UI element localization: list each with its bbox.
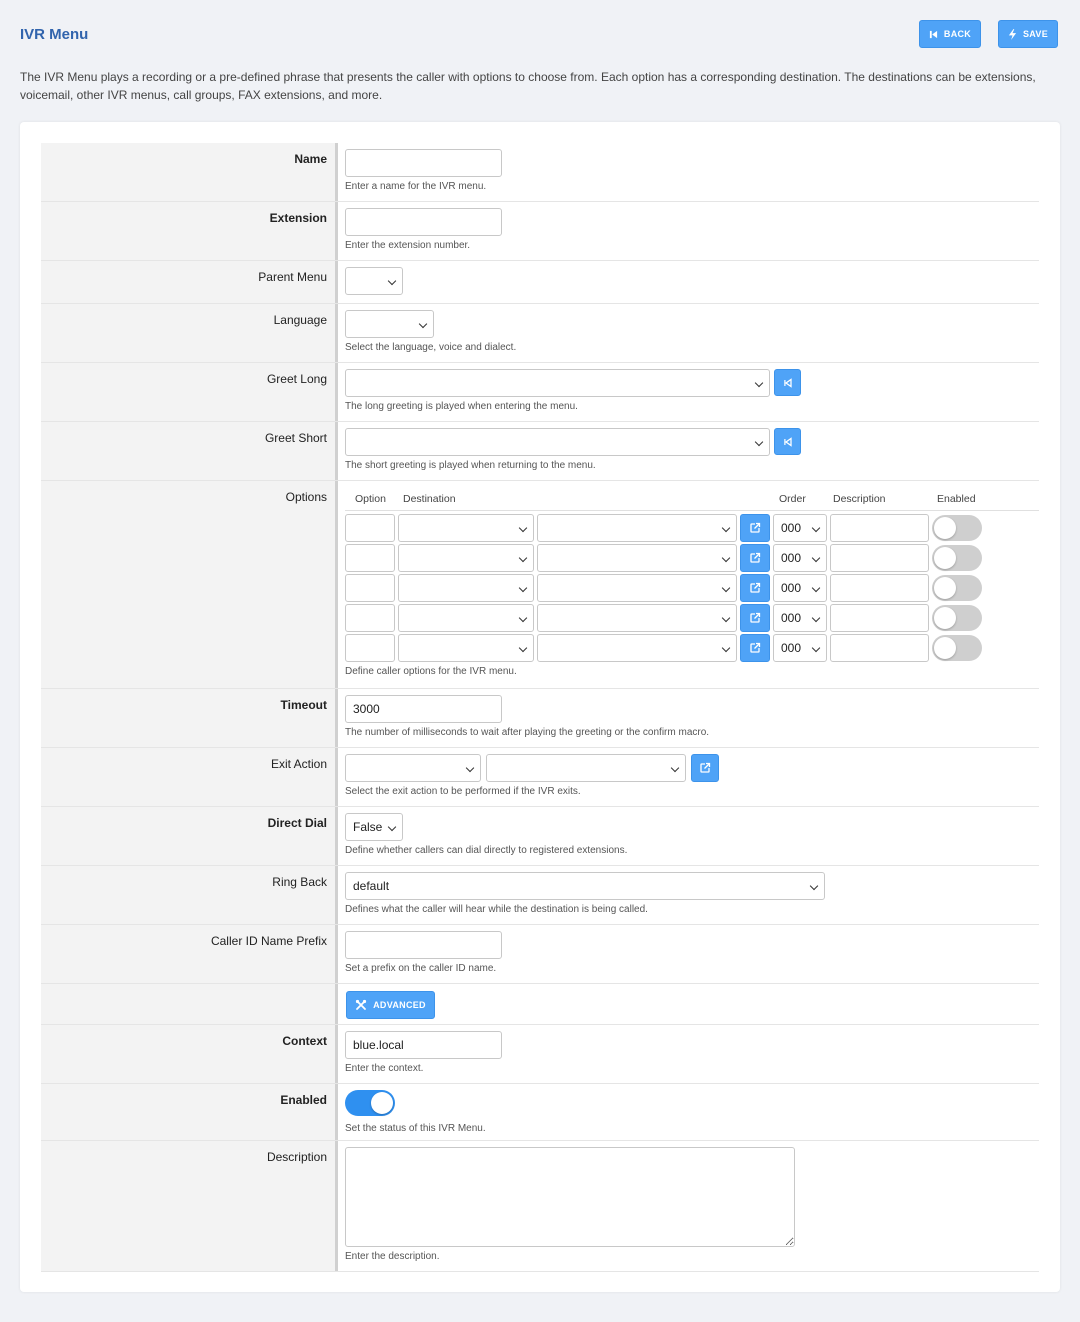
option-enabled-toggle[interactable] — [932, 635, 982, 661]
bolt-icon — [1008, 29, 1017, 40]
ring-back-select[interactable] — [345, 872, 825, 900]
chevron-down-icon — [810, 882, 818, 890]
toggle-knob — [934, 517, 956, 539]
ring-back-label: Ring Back — [41, 866, 338, 924]
option-enabled-toggle[interactable] — [932, 545, 982, 571]
option-destination-type-select[interactable] — [398, 544, 534, 572]
play-icon — [783, 378, 793, 388]
row-direct-dial — [41, 807, 1039, 866]
options-col-enabled: Enabled — [937, 493, 976, 505]
chevron-down-icon — [755, 438, 763, 446]
row-options — [41, 481, 1039, 689]
play-icon — [783, 437, 793, 447]
toggle-knob — [934, 577, 956, 599]
direct-dial-label: Direct Dial — [41, 807, 338, 865]
tools-icon — [355, 999, 367, 1011]
option-destination-type-select[interactable] — [398, 634, 534, 662]
parent-menu-select[interactable] — [345, 267, 403, 295]
option-open-destination-button[interactable] — [740, 544, 770, 572]
enabled-toggle[interactable] — [345, 1090, 395, 1116]
option-open-destination-button[interactable] — [740, 514, 770, 542]
option-order-select[interactable] — [773, 544, 827, 572]
toggle-knob — [934, 547, 956, 569]
exit-action-open-button[interactable] — [691, 754, 719, 782]
toggle-knob — [934, 607, 956, 629]
context-description: Enter the context. — [345, 1063, 424, 1074]
description-textarea[interactable] — [345, 1147, 795, 1247]
direct-dial-description: Define whether callers can dial directly to registered extensions. — [345, 845, 628, 856]
chevron-down-icon — [519, 554, 527, 562]
greet-long-label: Greet Long — [41, 363, 338, 421]
external-link-icon — [699, 762, 711, 774]
chevron-down-icon — [519, 644, 527, 652]
option-description-input[interactable] — [830, 574, 929, 602]
name-label: Name — [41, 143, 338, 201]
caller-id-prefix-input[interactable] — [345, 931, 502, 959]
option-row — [345, 514, 1039, 542]
form-card — [20, 122, 1060, 1292]
greet-long-play-button[interactable] — [774, 369, 801, 396]
options-description: Define caller options for the IVR menu. — [345, 666, 517, 677]
exit-action-label: Exit Action — [41, 748, 338, 806]
timeout-description: The number of milliseconds to wait after playing the greeting or the confirm macro. — [345, 727, 710, 738]
option-order-value: 000 — [781, 641, 802, 655]
option-order-value: 000 — [781, 521, 802, 535]
chevron-down-icon — [812, 524, 820, 532]
option-destination-select[interactable] — [537, 544, 737, 572]
external-link-icon — [749, 552, 761, 564]
exit-action-description: Select the exit action to be performed if the IVR exits. — [345, 786, 581, 797]
chevron-down-icon — [466, 764, 474, 772]
advanced-button[interactable] — [346, 991, 435, 1019]
row-parent-menu — [41, 261, 1039, 304]
back-button-label: BACK — [943, 29, 972, 39]
row-context — [41, 1025, 1039, 1084]
option-destination-type-select[interactable] — [398, 514, 534, 542]
description-description: Enter the description. — [345, 1251, 440, 1262]
option-description-input[interactable] — [830, 544, 929, 572]
chevron-down-icon — [519, 524, 527, 532]
option-row — [345, 544, 1039, 572]
option-row — [345, 604, 1039, 632]
external-link-icon — [749, 582, 761, 594]
caller-id-prefix-label: Caller ID Name Prefix — [41, 925, 338, 983]
row-advanced — [41, 984, 1039, 1025]
parent-menu-label: Parent Menu — [41, 261, 338, 303]
greet-long-description: The long greeting is played when entering the menu. — [345, 401, 578, 412]
exit-action-type-select[interactable] — [345, 754, 481, 782]
save-button[interactable] — [998, 20, 1058, 48]
name-description: Enter a name for the IVR menu. — [345, 181, 487, 192]
option-open-destination-button[interactable] — [740, 604, 770, 632]
option-description-input[interactable] — [830, 514, 929, 542]
name-input[interactable] — [345, 149, 502, 177]
timeout-input[interactable] — [345, 695, 502, 723]
external-link-icon — [749, 642, 761, 654]
ivr-form — [41, 143, 1039, 1272]
back-button[interactable] — [919, 20, 981, 48]
option-order-value: 000 — [781, 611, 802, 625]
option-key-input[interactable] — [345, 604, 395, 632]
enabled-description: Set the status of this IVR Menu. — [345, 1123, 486, 1134]
context-input[interactable] — [345, 1031, 502, 1059]
save-button-label: SAVE — [1022, 29, 1049, 39]
option-order-value: 000 — [781, 581, 802, 595]
option-enabled-toggle[interactable] — [932, 605, 982, 631]
option-order-select[interactable] — [773, 574, 827, 602]
options-col-destination: Destination — [403, 493, 456, 505]
external-link-icon — [749, 612, 761, 624]
row-timeout — [41, 689, 1039, 748]
option-key-input[interactable] — [345, 574, 395, 602]
options-header — [345, 488, 1039, 510]
option-key-input[interactable] — [345, 544, 395, 572]
option-order-select[interactable] — [773, 514, 827, 542]
row-description — [41, 1141, 1039, 1272]
extension-description: Enter the extension number. — [345, 240, 471, 251]
greet-short-select[interactable] — [345, 428, 770, 456]
row-greet-short — [41, 422, 1039, 481]
option-description-input[interactable] — [830, 634, 929, 662]
toggle-knob — [371, 1092, 393, 1114]
row-enabled — [41, 1084, 1039, 1141]
option-order-select[interactable] — [773, 604, 827, 632]
chevron-down-icon — [812, 584, 820, 592]
options-col-order: Order — [779, 493, 806, 505]
option-open-destination-button[interactable] — [740, 634, 770, 662]
chevron-down-icon — [722, 614, 730, 622]
chevron-down-icon — [812, 614, 820, 622]
option-destination-type-select[interactable] — [398, 574, 534, 602]
option-destination-select[interactable] — [537, 574, 737, 602]
extension-input[interactable] — [345, 208, 502, 236]
context-label: Context — [41, 1025, 338, 1083]
caller-id-prefix-description: Set a prefix on the caller ID name. — [345, 963, 497, 974]
option-open-destination-button[interactable] — [740, 574, 770, 602]
toggle-knob — [934, 637, 956, 659]
option-destination-select[interactable] — [537, 604, 737, 632]
option-key-input[interactable] — [345, 634, 395, 662]
skip-back-icon — [929, 30, 938, 39]
chevron-down-icon — [722, 554, 730, 562]
row-name — [41, 143, 1039, 202]
language-label: Language — [41, 304, 338, 362]
options-col-option: Option — [355, 493, 386, 505]
option-row — [345, 634, 1039, 662]
exit-action-select[interactable] — [486, 754, 686, 782]
chevron-down-icon — [812, 554, 820, 562]
external-link-icon — [749, 522, 761, 534]
ring-back-value: default — [353, 879, 390, 893]
options-table — [345, 510, 1039, 662]
options-col-description: Description — [833, 493, 886, 505]
option-description-input[interactable] — [830, 604, 929, 632]
extension-label: Extension — [41, 202, 338, 260]
header-actions — [919, 20, 1058, 48]
greet-long-select[interactable] — [345, 369, 770, 397]
row-caller-id-prefix — [41, 925, 1039, 984]
direct-dial-select[interactable] — [345, 813, 403, 841]
chevron-down-icon — [722, 524, 730, 532]
greet-short-label: Greet Short — [41, 422, 338, 480]
option-order-value: 000 — [781, 551, 802, 565]
options-label: Options — [41, 481, 338, 688]
language-description: Select the language, voice and dialect. — [345, 342, 517, 353]
page-description: The IVR Menu plays a recording or a pre-defined phrase that presents the caller with options to choose from. Each option has a corresponding destination. The destinations can be extensions, voicemail, other IVR menus, call groups, FAX extensions, and more. — [20, 70, 1036, 102]
chevron-down-icon — [812, 644, 820, 652]
option-enabled-toggle[interactable] — [932, 515, 982, 541]
option-enabled-toggle[interactable] — [932, 575, 982, 601]
option-row — [345, 574, 1039, 602]
chevron-down-icon — [519, 614, 527, 622]
chevron-down-icon — [671, 764, 679, 772]
chevron-down-icon — [722, 644, 730, 652]
description-label: Description — [41, 1141, 338, 1271]
language-select[interactable] — [345, 310, 434, 338]
chevron-down-icon — [722, 584, 730, 592]
option-destination-type-select[interactable] — [398, 604, 534, 632]
chevron-down-icon — [419, 320, 427, 328]
chevron-down-icon — [519, 584, 527, 592]
row-language — [41, 304, 1039, 363]
option-destination-select[interactable] — [537, 634, 737, 662]
chevron-down-icon — [755, 379, 763, 387]
row-ring-back — [41, 866, 1039, 925]
chevron-down-icon — [388, 277, 396, 285]
ring-back-description: Defines what the caller will hear while the destination is being called. — [345, 904, 648, 915]
greet-short-play-button[interactable] — [774, 428, 801, 455]
option-destination-select[interactable] — [537, 514, 737, 542]
option-key-input[interactable] — [345, 514, 395, 542]
row-extension — [41, 202, 1039, 261]
timeout-label: Timeout — [41, 689, 338, 747]
row-greet-long — [41, 363, 1039, 422]
greet-short-description: The short greeting is played when returning to the menu. — [345, 460, 596, 471]
advanced-button-label: ADVANCED — [373, 1000, 426, 1010]
page-title: IVR Menu — [20, 26, 89, 43]
chevron-down-icon — [388, 823, 396, 831]
option-order-select[interactable] — [773, 634, 827, 662]
enabled-label: Enabled — [41, 1084, 338, 1140]
row-exit-action — [41, 748, 1039, 807]
direct-dial-value: False — [353, 820, 383, 834]
